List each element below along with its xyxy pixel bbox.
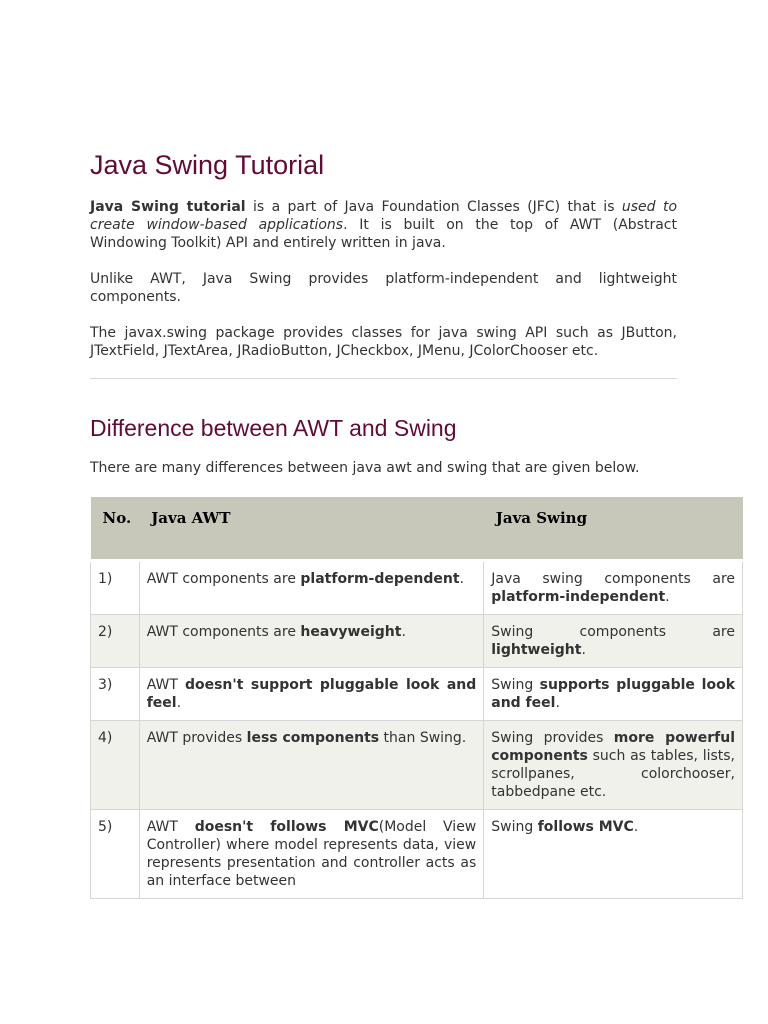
awt-cell — [139, 810, 484, 899]
cell-bold-text: supports pluggable look and feel — [491, 677, 736, 711]
cell-text: . — [459, 571, 464, 587]
cell-text: Swing — [491, 677, 540, 693]
cell-text: . — [401, 624, 406, 640]
cell-bold-text: platform-dependent — [300, 571, 460, 587]
cell-text: . — [176, 695, 182, 711]
cell-bold-text: less components — [246, 730, 380, 746]
intro-text-b: . It is built on the top of AWT (Abstract Windowing Toolkit) API and entirely written in java. — [90, 217, 677, 251]
intro-paragraph-3: The javax.swing package provides classes for java swing API such as JButton, JTextField, JTextArea, JRadioButton, JCheckbox, JMenu, JColorChooser etc. — [90, 325, 677, 359]
cell-text: . — [633, 819, 639, 835]
awt-cell — [139, 668, 484, 721]
awt-cell — [139, 721, 484, 810]
table-header-row — [91, 497, 743, 561]
row-number: 2) — [91, 615, 140, 668]
swing-cell — [484, 668, 743, 721]
swing-cell — [484, 561, 743, 615]
cell-text: . — [555, 695, 560, 711]
cell-bold-text: doesn't follows MVC — [194, 819, 379, 835]
awt-cell — [139, 615, 484, 668]
row-number: 3) — [91, 668, 140, 721]
header-java-swing: Java Swing — [484, 497, 743, 561]
swing-cell — [484, 615, 743, 668]
header-no: No. — [91, 497, 140, 561]
cell-text: AWT — [146, 677, 185, 693]
clipped-cell-content — [147, 818, 477, 890]
awt-cell — [139, 561, 484, 615]
table-row — [91, 561, 743, 615]
cell-text: AWT — [146, 819, 195, 835]
intro-text-a: is a part of Java Foundation Classes (JFC) that is — [245, 199, 622, 215]
cell-bold-text: heavyweight — [300, 624, 402, 640]
swing-cell — [484, 721, 743, 810]
section-divider — [90, 378, 677, 379]
intro-bold-term: Java Swing tutorial — [90, 199, 246, 215]
cell-bold-text: platform-independent — [491, 589, 666, 605]
header-java-awt: Java AWT — [139, 497, 484, 561]
cell-bold-text: more powerful components — [491, 730, 735, 764]
table-row — [91, 668, 743, 721]
cell-text: AWT provides — [146, 730, 247, 746]
page-content — [90, 148, 743, 899]
cell-text: than Swing. — [379, 730, 467, 746]
row-number: 4) — [91, 721, 140, 810]
section-heading: Difference between AWT and Swing — [90, 415, 457, 441]
cell-text: such as tables, lists, scrollpanes, colorchooser, tabbedpane etc. — [491, 748, 735, 800]
intro-paragraph-2: Unlike AWT, Java Swing provides platform-independent and lightweight components. — [90, 271, 677, 305]
comparison-table — [90, 497, 743, 899]
intro-italic-text: used to create window-based applications — [90, 199, 678, 233]
cell-bold-text: lightweight — [491, 642, 582, 658]
cell-text: . — [665, 589, 670, 605]
cell-text: Java swing components are — [491, 571, 735, 587]
cell-text: Swing — [491, 819, 538, 835]
cell-bold-text: doesn't support pluggable look and feel — [146, 677, 477, 711]
swing-cell — [484, 810, 743, 899]
cell-text: AWT components are — [146, 624, 301, 640]
section-description: There are many differences between java awt and swing that are given below. — [90, 460, 640, 476]
row-number: 5) — [91, 810, 140, 899]
cell-text: Swing provides — [491, 730, 614, 746]
intro-paragraph-1 — [90, 198, 677, 252]
cell-bold-text: follows MVC — [537, 819, 634, 835]
table-row — [91, 810, 743, 899]
cell-text: . — [581, 642, 586, 658]
page-title: Java Swing Tutorial — [90, 150, 325, 180]
cell-text: AWT components are — [146, 571, 301, 587]
table-row — [91, 615, 743, 668]
cell-text: Swing components are — [491, 624, 735, 640]
row-number: 1) — [91, 561, 140, 615]
table-row — [91, 721, 743, 810]
cell-text: (Model View Controller) where model represents data, view represents presentation and controller acts as an interface between — [146, 819, 477, 889]
